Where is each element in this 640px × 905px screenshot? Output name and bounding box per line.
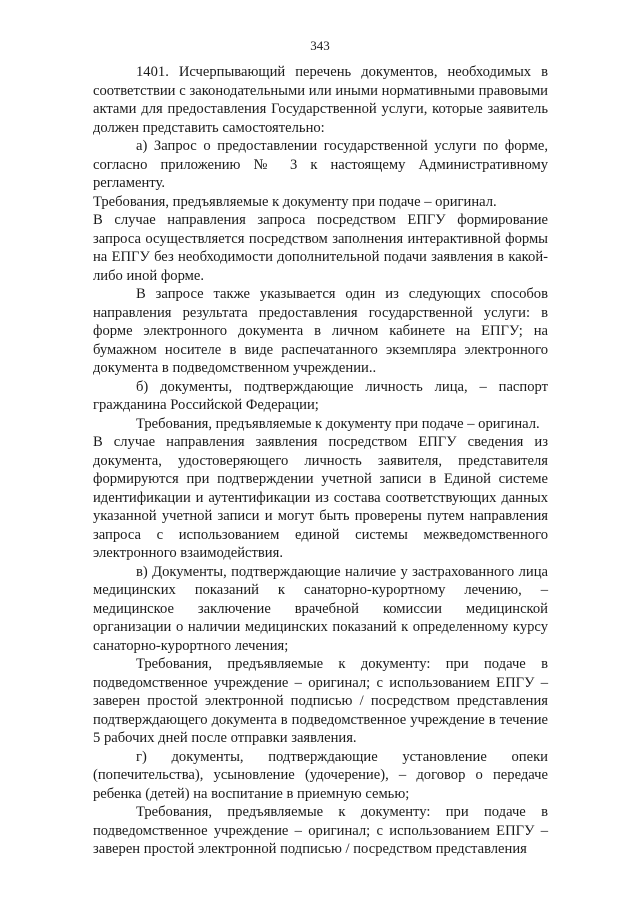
paragraph-item-g: г) документы, подтверждающие установление опеки (попечительства), усыновление (удочерение), – договор о передаче ребенка (детей) на воспитание в приемную семью; <box>93 748 548 802</box>
paragraph-item-b: б) документы, подтверждающие личность лица, – паспорт гражданина Российской Федерации; <box>93 378 548 413</box>
paragraph-requirements-g: Требования, предъявляемые к документу: при подаче в подведомственное учреждение – оригинал; с использованием ЕПГУ – заверен простой электронной подписью / посредством представления <box>93 804 548 857</box>
page-number: 343 <box>310 38 330 53</box>
paragraph-epgu-identity: В случае направления заявления посредством ЕПГУ сведения из документа, удостоверяющего личность заявителя, представителя формируются при подтверждении учетной записи в Единой системе идентификации и аутентификации из состава соответствующих данных указанной учетной записи и могут быть проверены путем направления запроса с использованием единой системы межведомственного электронного взаимодействия. <box>93 434 548 561</box>
paragraph-requirements-v: Требования, предъявляемые к документу: при подаче в подведомственное учреждение – оригинал; с использованием ЕПГУ – заверен простой электронной подписью / посредством представления подтверждающего документа в подведомственное учреждение в течение 5 рабочих дней после отправки заявления. <box>93 656 548 746</box>
paragraph-1401-intro: 1401. Исчерпывающий перечень документов, необходимых в соответствии с законодательными или иными нормативными правовыми актами для предоставления Государственной услуги, которые заявитель должен представить самостоятельно: <box>93 64 548 136</box>
paragraph-requirements-b: Требования, предъявляемые к документу при подаче – оригинал. <box>136 415 540 432</box>
paragraph-epgu-request: В случае направления запроса посредством ЕПГУ формирование запроса осуществляется посредством заполнения интерактивной формы на ЕПГУ без необходимости дополнительной подачи заявления в какой-либо иной форме. <box>93 212 548 284</box>
paragraph-result-methods: В запросе также указывается один из следующих способов направления результата предоставления государственной услуги: в форме электронного документа в личном кабинете на ЕПГУ; на бумажном носителе в виде распечатанного экземпляра электронного документа в подведомственном учреждении.. <box>93 286 548 376</box>
paragraph-requirements-a: Требования, предъявляемые к документу при подаче – оригинал. <box>93 193 497 210</box>
document-body <box>93 63 548 859</box>
paragraph-item-a: а) Запрос о предоставлении государственной услуги по форме, согласно приложению № 3 к настоящему Административному регламенту. <box>93 138 548 191</box>
paragraph-item-v: в) Документы, подтверждающие наличие у застрахованного лица медицинских показаний к санаторно-курортному лечению, – медицинское заключение врачебной комиссии медицинской организации о наличии медицинских показаний к определенному курсу санаторно-курортного лечения; <box>93 563 548 654</box>
